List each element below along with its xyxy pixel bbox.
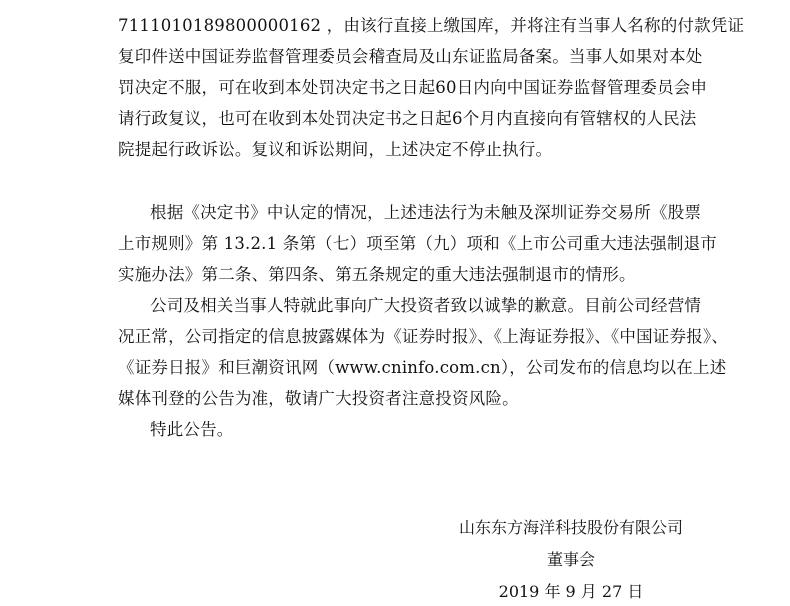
delisting-paragraph-line-1: 根据《决定书》中认定的情况，上述违法行为未触及深圳证券交易所《股票	[150, 203, 702, 222]
apology-paragraph-line-1: 公司及相关当事人特就此事向广大投资者致以诚挚的歉意。目前公司经营情	[150, 296, 702, 315]
penalty-paragraph-line-3: 罚决定不服，可在收到本处罚决定书之日起60日内向中国证券监督管理委员会申	[118, 78, 708, 97]
apology-paragraph-line-2: 况正常，公司指定的信息披露媒体为《证券时报》、《上海证券报》、《中国证券报》、	[118, 327, 729, 346]
penalty-paragraph-line-1: 7111010189800000162 ，由该行直接上缴国库，并将注有当事人名称的付款凭证	[118, 16, 745, 35]
apology-paragraph-line-3: 《证券日报》和巨潮资讯网（www.cninfo.com.cn），公司发布的信息均以在上述	[118, 358, 727, 377]
closing-statement: 特此公告。	[150, 420, 234, 439]
signature-date: 2019 年 9 月 27 日	[498, 582, 644, 601]
penalty-paragraph-line-4: 请行政复议，也可在收到本处罚决定书之日起6个月内直接向有管辖权的人民法	[118, 109, 697, 128]
delisting-paragraph-line-2: 上市规则》第 13.2.1 条第（七）项至第（九）项和《上市公司重大违法强制退市	[118, 234, 717, 253]
penalty-paragraph-line-2: 复印件送中国证券监督管理委员会稽查局及山东证监局备案。当事人如果对本处	[118, 47, 703, 66]
penalty-paragraph-line-5: 院提起行政诉讼。复议和诉讼期间，上述决定不停止执行。	[118, 140, 553, 159]
apology-paragraph-line-4: 媒体刊登的公告为准，敬请广大投资者注意投资风险。	[118, 389, 519, 408]
signature-company: 山东东方海洋科技股份有限公司	[458, 518, 683, 537]
delisting-paragraph-line-3: 实施办法》第二条、第四条、第五条规定的重大违法强制退市的情形。	[118, 265, 636, 284]
signature-board: 董事会	[546, 550, 595, 569]
